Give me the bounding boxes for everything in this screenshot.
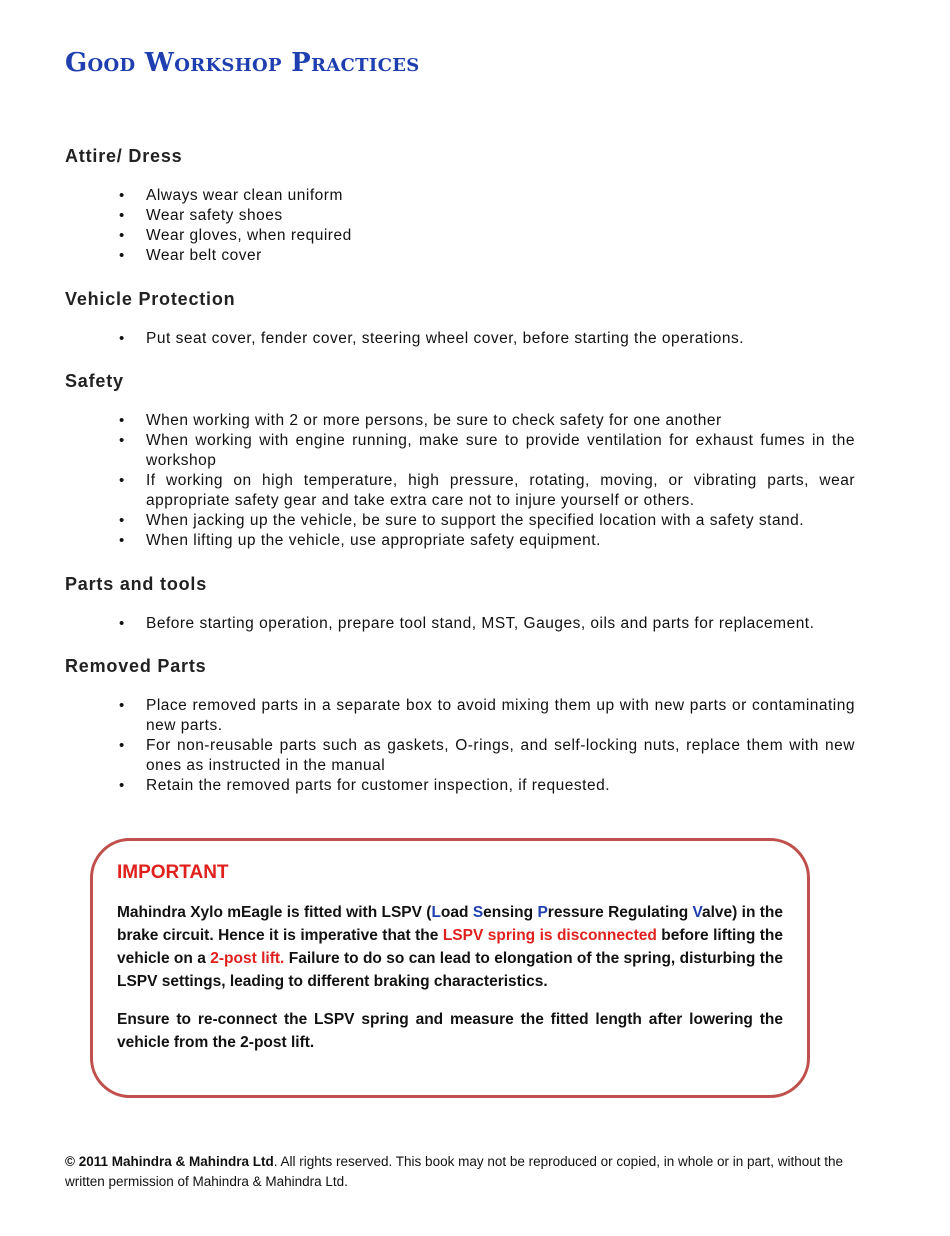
list-item: • Retain the removed parts for customer inspection, if requested. [119,777,610,794]
list-item: • Put seat cover, fender cover, steering wheel cover, before starting the operations. [119,330,745,347]
copyright-footer: © 2011 Mahindra & Mahindra Ltd. All rights reserved. This book may not be reproduced or copied, in whole or in part, without the written permission of Mahindra & Mahindra Ltd. [65,1154,844,1189]
bullet-icon: • [119,330,125,347]
bullet-icon: • [119,532,125,549]
bullet-icon: • [119,187,125,204]
list-item: • Place removed parts in a separate box to avoid mixing them up with new parts or contaminating new parts. [119,697,855,734]
list-item: • When lifting up the vehicle, use appropriate safety equipment. [119,532,601,549]
bullet-icon: • [119,737,125,754]
list-item: • If working on high temperature, high pressure, rotating, moving, or vibrating parts, wear appropriate safety gear and take extra care not to injure yourself or others. [119,472,855,509]
page-title: Good Workshop Practices [65,48,420,78]
bullet-icon: • [119,207,125,224]
list-item: • When working with engine running, make sure to provide ventilation for exhaust fumes in the workshop [119,432,855,469]
section-heading: Safety [65,371,124,391]
bullet-icon: • [119,247,125,264]
list-item: • Always wear clean uniform [119,187,343,204]
important-title: IMPORTANT [117,862,229,883]
bullet-icon: • [119,615,125,632]
list-item: • When working with 2 or more persons, be sure to check safety for one another [119,412,722,429]
bullet-list [65,186,855,266]
section-safety [65,370,855,551]
section-heading: Attire/ Dress [65,146,183,166]
list-item: • Wear belt cover [119,247,262,264]
bullet-icon: • [119,777,125,794]
list-item: • Wear gloves, when required [119,227,352,244]
section-heading: Removed Parts [65,656,207,676]
warning-highlight: 2-post lift. [210,950,285,967]
bullet-list [65,614,855,634]
bullet-icon: • [119,432,125,449]
important-paragraph: Mahindra Xylo mEagle is fitted with LSPV (Load Sensing Pressure Regulating Valve) in the brake circuit. Hence it is imperative that the LSPV spring is disconnected before lifting the vehicle on a 2-post lift. Failure to do so can lead to elongation of the spring, disturbing the LSPV settings, leading to different braking characteristics. [117,904,783,990]
section-removed-parts [65,655,855,796]
list-item: • When jacking up the vehicle, be sure to support the specified location with a safety stand. [119,512,805,529]
section-attire [65,145,855,266]
bullet-list [65,411,855,551]
warning-highlight: LSPV spring is disconnected [442,927,657,944]
bullet-list [65,696,855,796]
list-item: • For non-reusable parts such as gaskets, O-rings, and self-locking nuts, replace them with new ones as instructed in the manual [119,737,855,774]
section-heading: Vehicle Protection [65,289,236,309]
important-paragraph: Ensure to re-connect the LSPV spring and measure the fitted length after lowering the vehicle from the 2-post lift. [117,1011,783,1051]
section-vehicle-protection [65,288,855,349]
bullet-icon: • [119,472,125,489]
bullet-icon: • [119,412,125,429]
bullet-icon: • [119,512,125,529]
list-item: • Before starting operation, prepare tool stand, MST, Gauges, oils and parts for replacement. [119,615,815,632]
important-callout [90,838,810,1098]
list-item: • Wear safety shoes [119,207,283,224]
bullet-icon: • [119,697,125,714]
section-heading: Parts and tools [65,574,208,594]
section-parts-and-tools [65,573,855,634]
bullet-icon: • [119,227,125,244]
bullet-list [65,329,855,349]
